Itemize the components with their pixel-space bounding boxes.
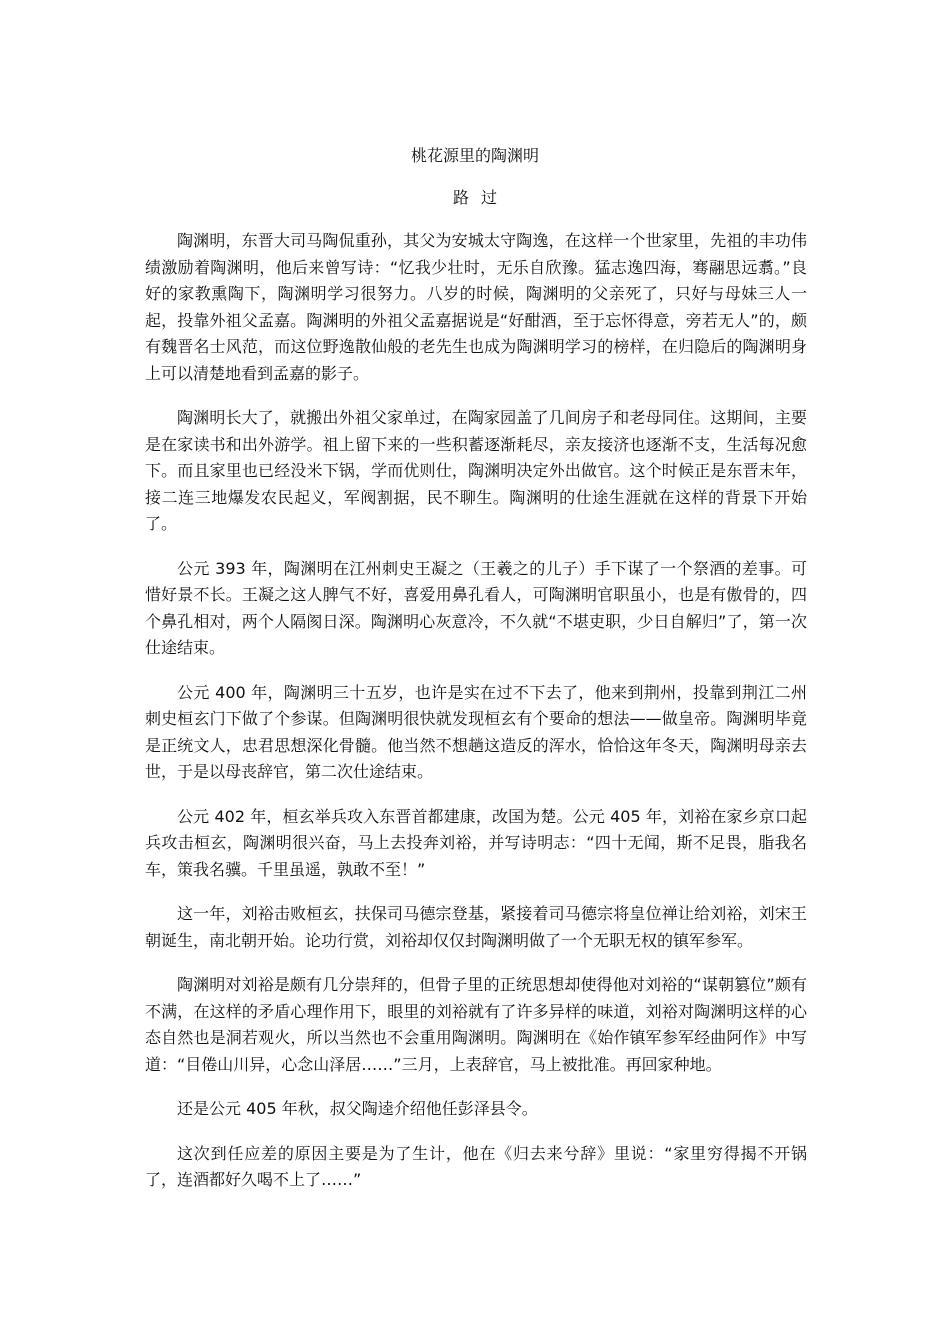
paragraph: 公元 400 年，陶渊明三十五岁，也许是实在过不下去了，他来到荆州，投靠到荆江二州刺史桓玄门下做了个参谋。但陶渊明很快就发现桓玄有个要命的想法——做皇帝。陶渊明毕竟是正统文人，忠君思想深化骨髓。他当然不想趟这造反的浑水，恰恰这年冬天，陶渊明母亲去世，于是以母丧辞官，第二次仕途结束。 — [145, 682, 807, 781]
paragraph: 陶渊明对刘裕是颇有几分崇拜的，但骨子里的正统思想却使得他对刘裕的“谋朝篡位”颇有不满，在这样的矛盾心理作用下，眼里的刘裕就有了许多异样的味道，刘裕对陶渊明这样的心态自然也是洞若观火，所以当然也不会重用陶渊明。陶渊明在《始作镇军参军经曲阿作》中写道：“目倦山川异，心念山泽居……”三月，上表辞官，马上被批准。再回家种地。 — [145, 975, 807, 1074]
paragraph: 公元 402 年，桓玄举兵攻入东晋首都建康，改国为楚。公元 405 年，刘裕在家乡京口起兵攻击桓玄，陶渊明很兴奋，马上去投奔刘裕，并写诗明志：“四十无闻，斯不足畏，脂我名车，策我名骥。千里虽遥，孰敢不至！” — [145, 806, 807, 879]
document-body — [145, 228, 807, 1212]
paragraph: 这次到任应差的原因主要是为了生计，他在《归去来兮辞》里说：“家里穷得揭不开锅了，连酒都好久喝不上了……” — [145, 1143, 807, 1189]
paragraph: 陶渊明，东晋大司马陶侃重孙，其父为安城太守陶逸，在这样一个世家里，先祖的丰功伟绩激励着陶渊明，他后来曾写诗：“忆我少壮时，无乐自欣豫。猛志逸四海，骞翮思远翥。”良好的家教熏陶下，陶渊明学习很努力。八岁的时候，陶渊明的父亲死了，只好与母妹三人一起，投靠外祖父孟嘉。陶渊明的外祖父孟嘉据说是“好酣酒，至于忘怀得意，旁若无人”的，颇有魏晋名士风范，而这位野逸散仙般的老先生也成为陶渊明学习的榜样，在归隐后的陶渊明身上可以清楚地看到孟嘉的影子。 — [145, 231, 807, 383]
paragraph: 还是公元 405 年秋，叔父陶逵介绍他任彭泽县令。 — [177, 1099, 538, 1118]
paragraph: 陶渊明长大了，就搬出外祖父家单过，在陶家园盖了几间房子和老母同住。这期间，主要是在家读书和出外游学。祖上留下来的一些积蓄逐渐耗尽，亲友接济也逐渐不支，生活每况愈下。而且家里也已经没米下锅，学而优则仕，陶渊明决定外出做官。这个时候正是东晋末年，接二连三地爆发农民起义，军阀割据，民不聊生。陶渊明的仕途生涯就在这样的背景下开始了。 — [145, 408, 807, 533]
document-author: 路过 — [452, 188, 509, 207]
paragraph: 公元 393 年，陶渊明在江州刺史王凝之（王羲之的儿子）手下谋了一个祭酒的差事。可惜好景不长。王凝之这人脾气不好，喜爱用鼻孔看人，可陶渊明官职虽小，也是有傲骨的，四个鼻孔相对，两个人隔阂日深。陶渊明心灰意冷，不久就“不堪吏职，少日自解归”了，第一次仕途结束。 — [145, 558, 807, 657]
document-title: 桃花源里的陶渊明 — [410, 146, 539, 165]
paragraph: 这一年，刘裕击败桓玄，扶保司马德宗登基，紧接着司马德宗将皇位禅让给刘裕，刘宋王朝诞生，南北朝开始。论功行赏，刘裕却仅仅封陶渊明做了一个无职无权的镇军参军。 — [145, 904, 807, 950]
